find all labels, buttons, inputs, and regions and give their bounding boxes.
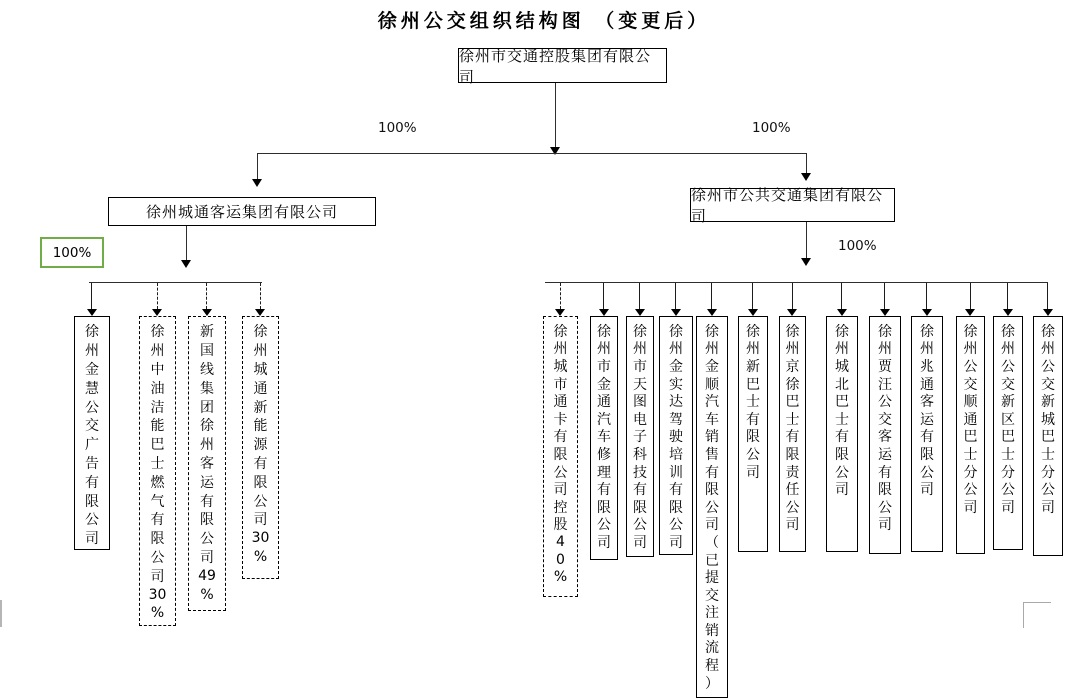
right-child-1-box: 徐 州 城 市 通 卡 有 限 公 司 控 股 4 0 %	[543, 316, 578, 597]
right-child-13	[1033, 283, 1063, 556]
right-child-12-box: 徐 州 公 交 新 区 巴 士 分 公 司	[993, 316, 1023, 550]
left-share-label: 100%	[378, 120, 417, 136]
right-child-4	[659, 283, 693, 555]
root-company-box: 徐州市交通控股集团有限公司	[458, 48, 667, 83]
right-child-11-box: 徐 州 公 交 顺 通 巴 士 分 公 司	[956, 316, 985, 554]
connector-arrow	[598, 283, 610, 316]
arrow-down-icon	[252, 179, 262, 187]
right-branch-company-box: 徐州市公共交通集团有限公司	[690, 188, 895, 222]
connector-arrow	[634, 283, 646, 316]
left-child-3-box: 新 国 线 集 团 徐 州 客 运 有 限 公 司 49 %	[188, 316, 226, 611]
right-child-6	[738, 283, 768, 552]
right-child-7	[779, 283, 806, 552]
right-child-1	[543, 283, 578, 597]
connector-arrow	[255, 283, 267, 316]
right-child-10-box: 徐 州 兆 通 客 运 有 限 公 司	[911, 316, 943, 552]
connector-root-stem	[555, 83, 556, 147]
left-child-2	[139, 283, 176, 626]
arrow-down-icon	[181, 260, 191, 268]
connector-arrow	[787, 283, 799, 316]
connector-arrow	[706, 283, 718, 316]
left-child-1	[74, 283, 110, 550]
connector-arrow	[921, 283, 933, 316]
right-child-8-box: 徐 州 城 北 巴 士 有 限 公 司	[826, 316, 858, 552]
connector-left-branch-stem	[186, 226, 187, 260]
right-child-3	[626, 283, 654, 557]
connector-right-drop	[806, 153, 807, 173]
right-child-2	[590, 283, 618, 560]
connector-arrow	[965, 283, 977, 316]
connector-arrow	[152, 283, 164, 316]
connector-arrow	[1002, 283, 1014, 316]
connector-arrow	[555, 283, 567, 316]
arrow-down-icon	[801, 173, 811, 181]
connector-arrow	[86, 283, 98, 316]
left-branch-company-box: 徐州城通客运集团有限公司	[108, 197, 376, 226]
left-branch-share-badge: 100%	[40, 237, 104, 268]
right-child-5	[696, 283, 728, 698]
left-children-group	[74, 283, 279, 626]
connector-split-line	[258, 153, 807, 154]
connector-arrow	[201, 283, 213, 316]
right-child-13-box: 徐 州 公 交 新 城 巴 士 分 公 司	[1033, 316, 1063, 556]
right-branch-share-label: 100%	[838, 238, 877, 254]
right-child-8	[826, 283, 858, 552]
left-child-4-box: 徐 州 城 通 新 能 源 有 限 公 司 30 %	[242, 316, 279, 579]
connector-arrow	[670, 283, 682, 316]
connector-right-branch-stem	[806, 222, 807, 258]
left-child-4	[242, 283, 279, 579]
right-share-label: 100%	[752, 120, 791, 136]
connector-arrow	[879, 283, 891, 316]
right-child-12	[993, 283, 1023, 550]
right-child-5-box: 徐 州 金 顺 汽 车 销 售 有 限 公 司 （ 已 提 交 注 销 流 程 ）	[696, 316, 728, 698]
right-child-3-box: 徐 州 市 天 图 电 子 科 技 有 限 公 司	[626, 316, 654, 557]
right-child-2-box: 徐 州 市 金 通 汽 车 修 理 有 限 公 司	[590, 316, 618, 560]
connector-left-drop	[257, 153, 258, 179]
right-child-7-box: 徐 州 京 徐 巴 士 有 限 责 任 公 司	[779, 316, 806, 552]
page-edge-mark	[0, 600, 2, 627]
connector-arrow	[747, 283, 759, 316]
right-child-4-box: 徐 州 金 实 达 驾 驶 培 训 有 限 公 司	[659, 316, 693, 555]
page-title: 徐州公交组织结构图 （变更后）	[377, 10, 711, 32]
right-child-6-box: 徐 州 新 巴 士 有 限 公 司	[738, 316, 768, 552]
right-child-11	[956, 283, 985, 554]
arrow-down-icon	[801, 258, 811, 266]
connector-arrow	[1042, 283, 1054, 316]
right-child-9	[869, 283, 901, 554]
connector-arrow	[836, 283, 848, 316]
left-child-1-box: 徐 州 金 慧 公 交 广 告 有 限 公 司	[74, 316, 110, 550]
left-child-2-box: 徐 州 中 油 洁 能 巴 士 燃 气 有 限 公 司 30 %	[139, 316, 176, 626]
right-children-group	[543, 283, 1063, 698]
right-child-9-box: 徐 州 贾 汪 公 交 客 运 有 限 公 司	[869, 316, 901, 554]
left-child-3	[188, 283, 226, 611]
right-child-10	[911, 283, 943, 552]
